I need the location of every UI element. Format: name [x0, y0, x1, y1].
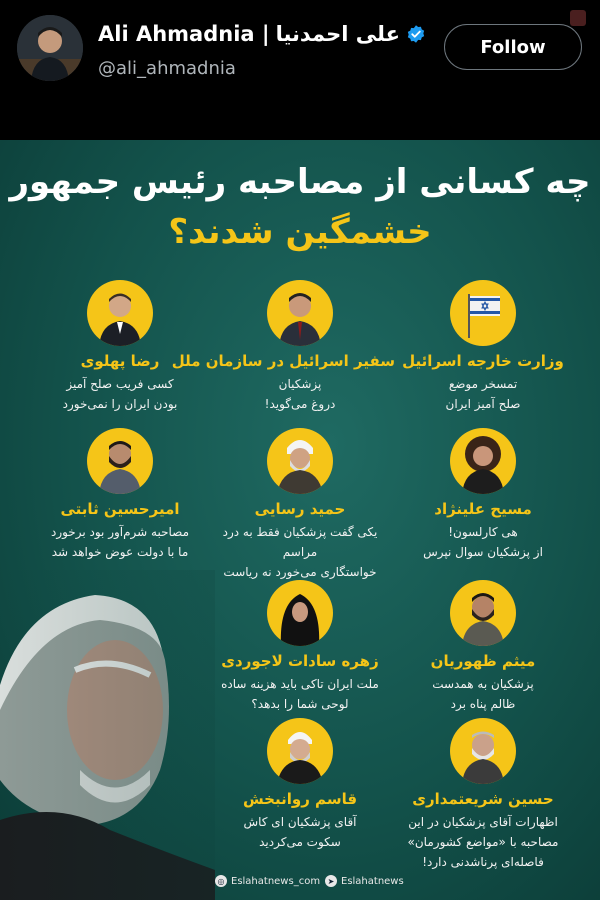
- person-name: میثم ظهوریان: [430, 652, 536, 670]
- person-quote: اظهارات آقای پزشکیان در این مصاحبه با «مواضع کشورمان» فاصله‌ای پرناشدنی دارد!: [407, 815, 559, 869]
- display-name[interactable]: [98, 22, 426, 46]
- poster-title: چه کسانی از مصاحبه رئیس جمهور: [9, 162, 591, 202]
- president-portrait: [0, 570, 215, 900]
- person-name: امیرحسین ثابتی: [60, 500, 180, 518]
- person-name: زهره سادات لاجوردی: [221, 652, 379, 670]
- person-photo: [87, 428, 153, 494]
- avatar-photo: [17, 15, 83, 81]
- person-name: حسین شریعتمداری: [412, 790, 554, 808]
- person-photo: [450, 428, 516, 494]
- verified-badge-icon: [406, 24, 426, 44]
- tweet-header: [0, 0, 600, 140]
- person-quote: پزشکیان دروغ می‌گوید!: [264, 377, 336, 411]
- person-photo: [87, 280, 153, 346]
- person-quote: هی کارلسون! از پزشکیان سوال نپرس: [423, 525, 543, 559]
- israel-flag-photo: [450, 280, 516, 346]
- person-name: مسیح علینژاد: [434, 500, 532, 518]
- person-name: سفیر اسرائیل در سازمان ملل: [171, 352, 395, 370]
- footer-credit-telegram: ➤ Eslahatnews: [325, 870, 404, 892]
- person-name: وزارت خارجه اسرائیل: [402, 352, 564, 370]
- person-name: رضا پهلوی: [80, 352, 160, 370]
- display-name-en: Ali Ahmadnia |: [98, 22, 270, 46]
- user-handle[interactable]: @ali_ahmadnia: [98, 58, 236, 79]
- person-quote: مصاحبه شرم‌آور بود برخورد ما با دولت عوض خواهد شد: [50, 525, 190, 559]
- person-photo: [267, 428, 333, 494]
- telegram-icon: ➤: [325, 875, 337, 887]
- person-name: قاسم روانبخش: [242, 790, 358, 808]
- avatar[interactable]: [17, 15, 83, 81]
- person-quote: ملت ایران تاکی باید هزینه ساده لوحی شما را بدهد؟: [221, 677, 379, 711]
- instagram-icon: ◎: [215, 875, 227, 887]
- person-photo: [267, 718, 333, 784]
- person-photo: [450, 718, 516, 784]
- person-photo: [450, 580, 516, 646]
- follow-button[interactable]: Follow: [444, 24, 582, 70]
- display-name-fa: علی احمدنیا: [275, 22, 400, 46]
- person-name: حمید رسایی: [254, 500, 346, 518]
- app-corner-icon: [566, 8, 590, 28]
- person-quote: یکی گفت پزشکیان فقط به درد مراسم خواستگاری می‌خورد نه ریاست: [222, 525, 378, 579]
- person-photo: [267, 280, 333, 346]
- footer-credit-instagram: ◎ Eslahatnews_com: [215, 870, 320, 892]
- person-quote: پزشکیان به همدست ظالم پناه برد: [432, 677, 534, 711]
- poster-subtitle: خشمگین شدند؟: [168, 212, 432, 252]
- infographic-image[interactable]: [0, 140, 600, 900]
- person-quote: تمسخر موضع صلح آمیز ایران: [445, 377, 521, 411]
- person-quote: آقای پزشکیان ای کاش سکوت می‌کردید: [243, 815, 357, 849]
- person-quote: کسی فریب صلح آمیز بودن ایران را نمی‌خورد: [62, 377, 178, 411]
- person-photo: [267, 580, 333, 646]
